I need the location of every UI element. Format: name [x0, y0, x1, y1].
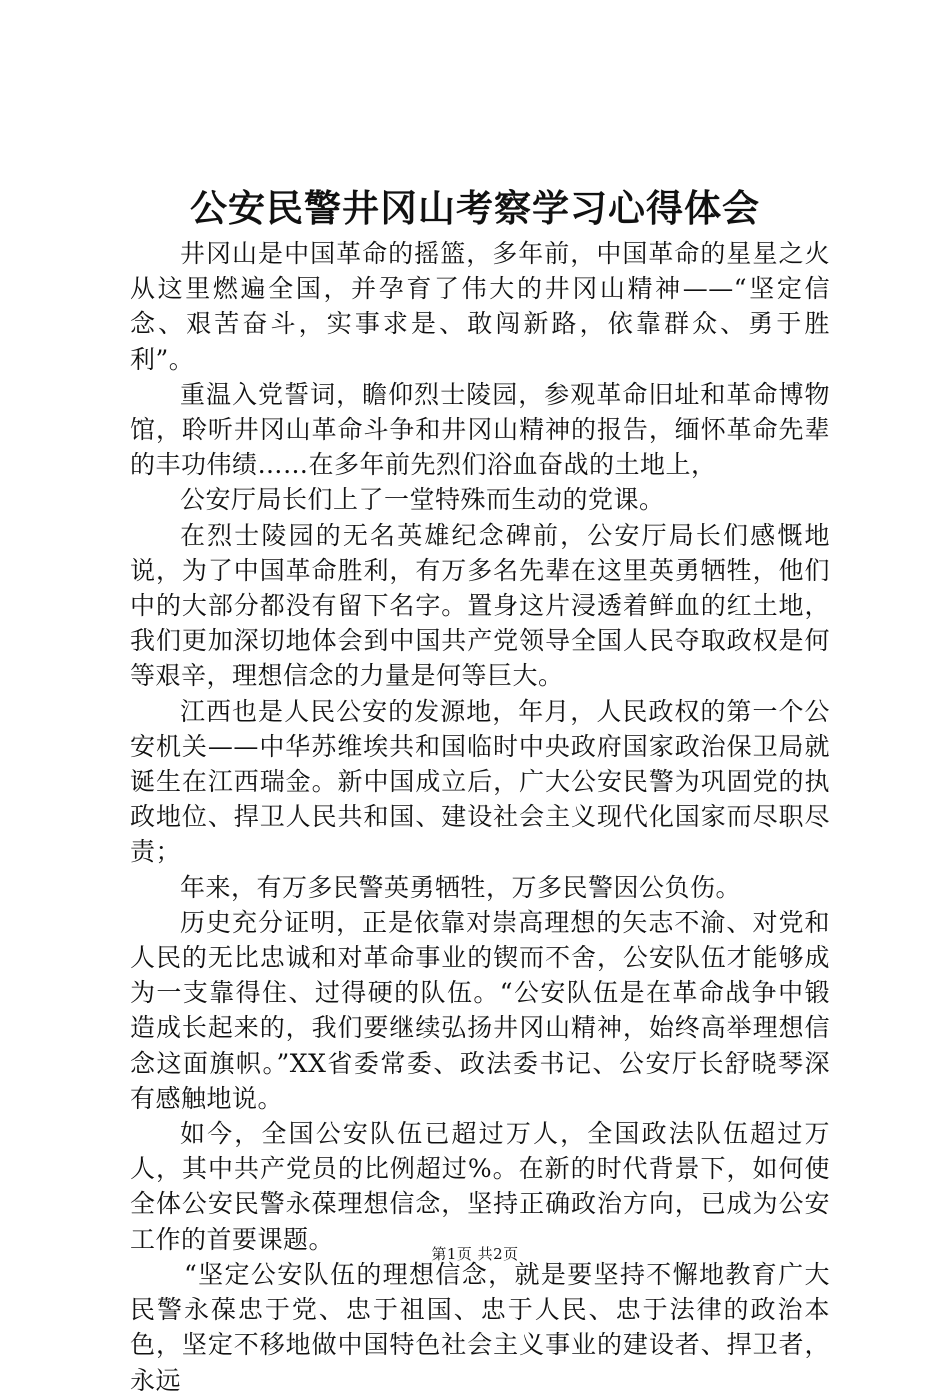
paragraph: 历史充分证明，正是依靠对崇高理想的矢志不渝、对党和人民的无比忠诚和对革命事业的锲而不舍，公安队伍才能够成为一支靠得住、过得硬的队伍。“公安队伍是在革命战争中锻造成长起来的，我们要继续弘扬井冈山精神，始终高举理想信念这面旗帜。”XX省委常委、政法委书记、公安厅长舒晓琴深有感触地说。 — [130, 907, 830, 1113]
paragraph: 如今，全国公安队伍已超过万人，全国政法队伍超过万人，其中共产党员的比例超过%。在新的时代背景下，如何使全体公安民警永葆理想信念，坚持正确政治方向，已成为公安工作的首要课题。 — [130, 1119, 830, 1254]
document-body — [130, 236, 830, 1398]
paragraph: 重温入党誓词，瞻仰烈士陵园，参观革命旧址和革命博物馆，聆听井冈山革命斗争和井冈山精神的报告，缅怀革命先辈的丰功伟绩……在多年前先烈们浴血奋战的土地上， — [130, 379, 830, 480]
document-title: 公安民警井冈山考察学习心得体会 — [190, 186, 760, 230]
paragraph: 井冈山是中国革命的摇篮，多年前，中国革命的星星之火从这里燃遍全国，并孕育了伟大的井冈山精神——“坚定信念、艰苦奋斗，实事求是、敢闯新路，依靠群众、勇于胜利”。 — [130, 239, 830, 374]
paragraph: 公安厅局长们上了一堂特殊而生动的党课。 — [180, 485, 665, 515]
paragraph: 年来，有万多民警英勇牺牲，万多民警因公负伤。 — [180, 872, 742, 902]
paragraph: 在烈士陵园的无名英雄纪念碑前，公安厅局长们感慨地说，为了中国革命胜利，有万多名先辈在这里英勇牺牲，他们中的大部分都没有留下名字。置身这片浸透着鲜血的红土地，我们更加深切地体会到中国共产党领导全国人民夺取政权是何等艰辛，理想信念的力量是何等巨大。 — [130, 520, 830, 691]
paragraph: “坚定公安队伍的理想信念，就是要坚持不懈地教育广大民警永葆忠于党、忠于祖国、忠于人民、忠于法律的政治本色，坚定不移地做中国特色社会主义事业的建设者、捍卫者，永远 — [130, 1259, 830, 1395]
page-footer: 第1页 共2页 — [431, 1245, 519, 1263]
paragraph: 江西也是人民公安的发源地，年月，人民政权的第一个公安机关——中华苏维埃共和国临时中央政府国家政治保卫局就诞生在江西瑞金。新中国成立后，广大公安民警为巩固党的执政地位、捍卫人民共和国、建设社会主义现代化国家而尽职尽责； — [130, 696, 830, 867]
